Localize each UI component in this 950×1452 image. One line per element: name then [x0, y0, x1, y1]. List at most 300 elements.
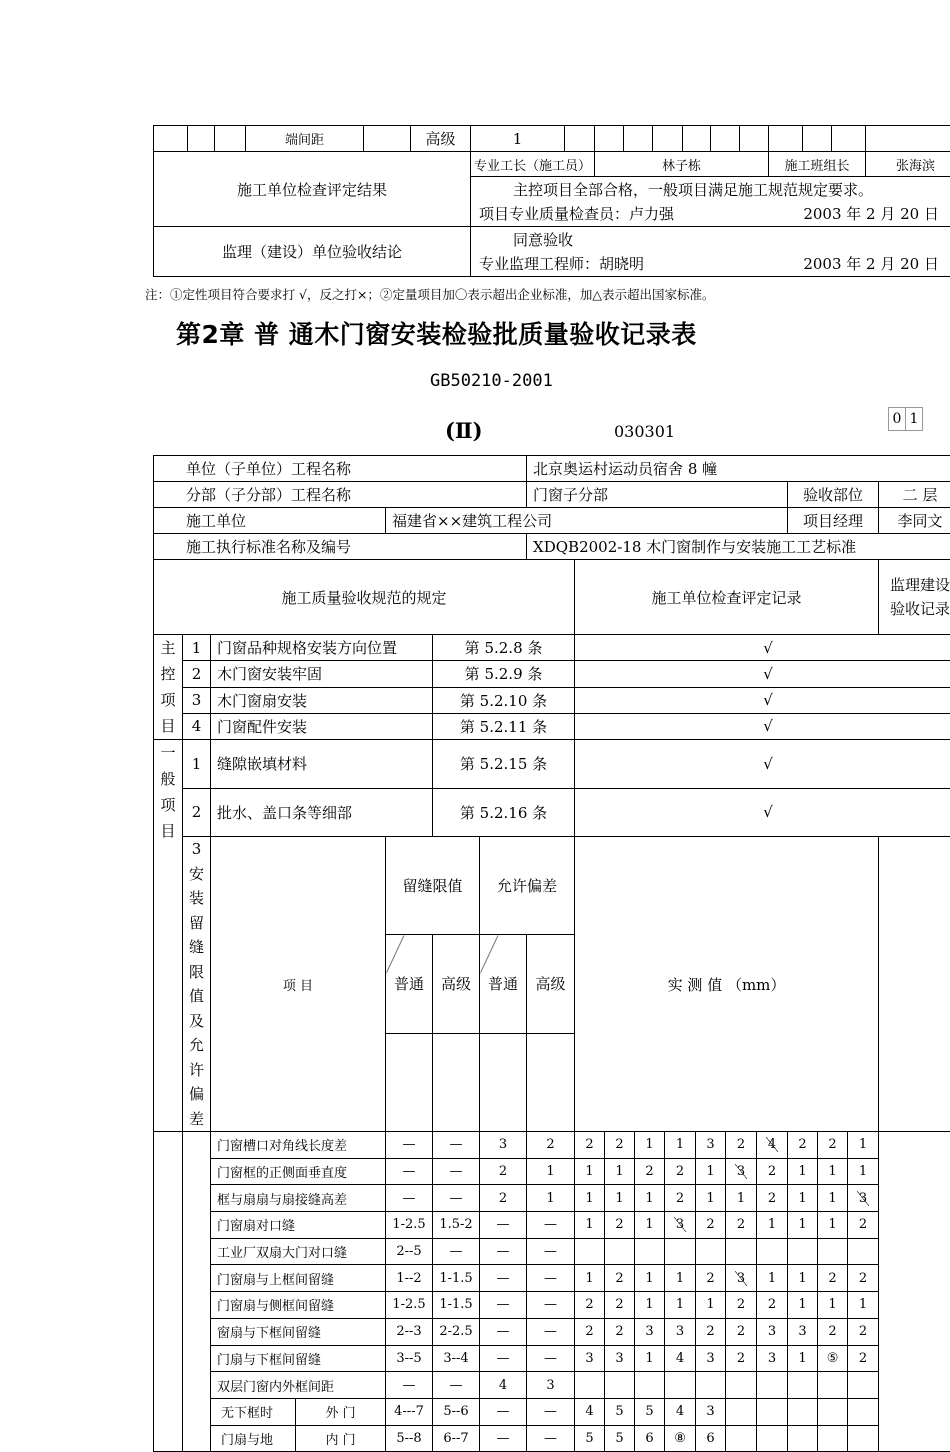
measured-value: 4: [575, 1398, 605, 1425]
spec-heading: 施工质量验收规范的规定: [154, 560, 575, 635]
exceeds-national-mark: 4: [766, 1137, 778, 1152]
supervisor: 专业监理工程师：胡晓明: [479, 255, 644, 273]
measurement-row: [154, 1292, 950, 1319]
tol-high: 3: [527, 1372, 575, 1399]
tol-high: —: [527, 1238, 575, 1265]
record-heading: 施工单位检查评定记录: [575, 560, 879, 635]
measured-value: 1: [575, 1212, 605, 1239]
measured-value: 1: [788, 1185, 818, 1212]
measure-item-name: 门窗框的正侧面垂直度: [211, 1158, 386, 1185]
exceeds-national-mark: 3: [735, 1271, 747, 1286]
gap-high: 1.5-2: [433, 1212, 480, 1239]
item-name: 木门窗安装牢固: [211, 661, 433, 687]
measured-value: 1: [818, 1158, 848, 1185]
measurement-row: [154, 1132, 950, 1159]
tol-high: —: [527, 1292, 575, 1319]
measured-value: [848, 1398, 879, 1425]
measured-value: [635, 1372, 665, 1399]
measured-value: [605, 1372, 635, 1399]
measured-value: 3: [605, 1345, 635, 1372]
foreman-label: 专业工长（施工员）: [471, 152, 595, 177]
general-label: 一般项目: [154, 740, 183, 1132]
item-check: √: [575, 635, 950, 661]
tol-normal: —: [480, 1318, 527, 1345]
measured-value: 1: [696, 1292, 726, 1319]
item-name: 木门窗扇安装: [211, 687, 433, 713]
project-value: 北京奥运村运动员宿舍 8 幢: [527, 456, 950, 482]
cell: [364, 126, 411, 152]
item-name: 缝隙嵌填材料: [211, 740, 433, 789]
measured-value: 1: [605, 1185, 635, 1212]
measured-value: 2: [605, 1265, 635, 1292]
gap-normal: 2--3: [386, 1318, 433, 1345]
gap-normal: 3--5: [386, 1345, 433, 1372]
measured-value: [726, 1238, 757, 1265]
measured-value: [665, 1372, 696, 1399]
measured-value: 2: [635, 1158, 665, 1185]
measured-value: [726, 1398, 757, 1425]
measured-value: 2: [696, 1318, 726, 1345]
tol-normal: —: [480, 1212, 527, 1239]
division-label: 分部（子分部）工程名称: [154, 482, 527, 508]
gap-high: —: [433, 1238, 480, 1265]
inspection-record-table: [153, 455, 950, 1132]
construction-result-label: 施工单位检查评定结果: [154, 152, 471, 227]
item-clause: 第 5.2.11 条: [433, 713, 575, 739]
measured-value: 1: [575, 1185, 605, 1212]
measured-value: 2: [757, 1158, 788, 1185]
acceptance-part-label: 验收部位: [788, 482, 879, 508]
tol-normal: —: [480, 1425, 527, 1452]
gap-limit-heading: 留缝限值: [386, 837, 480, 935]
measured-value: 1: [818, 1212, 848, 1239]
measured-value: 1: [635, 1132, 665, 1159]
gap-high: 6--7: [433, 1425, 480, 1452]
supervisor-line: [471, 252, 950, 277]
item-check: √: [575, 740, 950, 789]
grade-label: 高级: [411, 126, 471, 152]
cell: [653, 126, 683, 152]
measured-value: 1: [575, 1158, 605, 1185]
construction-result-text: 主控项目全部合格，一般项目满足施工规范规定要求。: [471, 177, 950, 202]
measured-value: 2: [818, 1265, 848, 1292]
measured-value: [696, 1238, 726, 1265]
gap-normal: —: [386, 1185, 433, 1212]
foreman-name: 林子栋: [595, 152, 769, 177]
previous-section-table: [153, 125, 950, 277]
measured-value: 2: [848, 1212, 879, 1239]
tol-normal: 2: [480, 1158, 527, 1185]
normal-heading-2: [480, 1033, 527, 1131]
unit-label: 施工单位: [154, 508, 386, 534]
measured-value: 3: [788, 1318, 818, 1345]
gap-normal: —: [386, 1132, 433, 1159]
gap-normal: 1-2.5: [386, 1292, 433, 1319]
cell: [215, 126, 246, 152]
measured-value: [757, 1132, 788, 1159]
measured-value: 1: [665, 1292, 696, 1319]
measured-value: 5: [635, 1398, 665, 1425]
measured-value: 5: [575, 1425, 605, 1452]
gap-high: 5--6: [433, 1398, 480, 1425]
cell: [624, 126, 653, 152]
measure-item-name: 窗扇与下框间留缝: [211, 1318, 386, 1345]
cell: [769, 126, 803, 152]
gap-high: —: [433, 1372, 480, 1399]
measured-value: [726, 1372, 757, 1399]
item-check: √: [575, 788, 950, 837]
item-no: 2: [183, 661, 211, 687]
measured-value: 1: [635, 1292, 665, 1319]
measured-value: 1: [696, 1158, 726, 1185]
measured-value: 2: [848, 1345, 879, 1372]
measured-value: 4: [665, 1398, 696, 1425]
measurement-row: [154, 1318, 950, 1345]
measured-value: 2: [696, 1212, 726, 1239]
measured-value: 1: [635, 1212, 665, 1239]
gap-normal: 1-2.5: [386, 1212, 433, 1239]
normal-heading: 普通: [386, 935, 433, 1033]
measured-value: 2: [726, 1132, 757, 1159]
tol-normal: —: [480, 1292, 527, 1319]
standard-value: XDQB2002-18 木门窗制作与安装施工工艺标准: [527, 534, 950, 560]
gap-normal: 4---7: [386, 1398, 433, 1425]
measured-value: [575, 1238, 605, 1265]
division-value: 门窗子分部: [527, 482, 788, 508]
gap-normal: —: [386, 1372, 433, 1399]
item-no: 2: [183, 788, 211, 837]
cell: [711, 126, 740, 152]
measured-value: 1: [575, 1265, 605, 1292]
measurement-row: [154, 1425, 950, 1452]
measured-value: 1: [848, 1158, 879, 1185]
measured-value: 2: [757, 1292, 788, 1319]
high-heading-2: [527, 1033, 575, 1131]
measured-value: 5: [605, 1425, 635, 1452]
measured-value: [605, 1238, 635, 1265]
measured-value: 1: [665, 1265, 696, 1292]
high-heading-2: [433, 1033, 480, 1131]
cell: [740, 126, 769, 152]
page-box-1: 0: [888, 407, 906, 431]
measured-value: 2: [605, 1132, 635, 1159]
item-check: √: [575, 661, 950, 687]
measured-value: 1: [788, 1265, 818, 1292]
measured-value: 3: [665, 1318, 696, 1345]
measurement-table: [153, 1131, 950, 1452]
gap-high: —: [433, 1158, 480, 1185]
row-label: 端间距: [246, 126, 364, 152]
measure-item-name: 门窗扇与上框间留缝: [211, 1265, 386, 1292]
measured-value: 2: [848, 1265, 879, 1292]
measured-value: 1: [848, 1132, 879, 1159]
measured-value: 1: [665, 1132, 696, 1159]
tol-high: 1: [527, 1185, 575, 1212]
item-clause: 第 5.2.10 条: [433, 687, 575, 713]
measured-value: [635, 1238, 665, 1265]
general-label-cont: [154, 1132, 183, 1452]
measured-value: 5: [605, 1398, 635, 1425]
cell: [803, 126, 832, 152]
tol-high: 1: [527, 1158, 575, 1185]
measured-value: ⑧: [665, 1425, 696, 1452]
item-clause: 第 5.2.16 条: [433, 788, 575, 837]
measured-value: 2: [575, 1292, 605, 1319]
gap-high: 2-2.5: [433, 1318, 480, 1345]
measured-value: 1: [635, 1345, 665, 1372]
door-type: 内 门: [296, 1425, 386, 1452]
measured-value: 1: [696, 1185, 726, 1212]
item-clause: 第 5.2.15 条: [433, 740, 575, 789]
measure-item-name: 框与扇扇与扇接缝高差: [211, 1185, 386, 1212]
page-title: 第2章 普 通木门窗安装检验批质量验收记录表: [176, 315, 697, 351]
measured-value: [818, 1238, 848, 1265]
tol-high: —: [527, 1425, 575, 1452]
measured-value: [665, 1212, 696, 1239]
measured-value: [575, 1372, 605, 1399]
measured-value: [788, 1372, 818, 1399]
tol-high: 2: [527, 1132, 575, 1159]
measured-value: 2: [818, 1132, 848, 1159]
tol-normal: —: [480, 1265, 527, 1292]
measurement-row: [154, 1185, 950, 1212]
measure-item-name: 双层门窗内外框间距: [211, 1372, 386, 1399]
empty-supervision-cell: [879, 837, 950, 1132]
measured-value: 2: [575, 1132, 605, 1159]
measured-value: 1: [818, 1185, 848, 1212]
main-control-label: 主控项目: [154, 635, 183, 740]
measured-value: [788, 1398, 818, 1425]
measure-item-name: 门窗扇对口缝: [211, 1212, 386, 1239]
measured-value: 2: [605, 1292, 635, 1319]
supervisor-date: 2003 年 2 月 20 日: [803, 253, 950, 274]
tolerance-heading: 允许偏差: [480, 837, 575, 935]
measurement-row: [154, 1212, 950, 1239]
gap-high: —: [433, 1185, 480, 1212]
supervision-label: 监理（建设）单位验收结论: [154, 227, 471, 277]
measured-value: 6: [696, 1425, 726, 1452]
measured-value: [726, 1158, 757, 1185]
measured-value: 1: [605, 1158, 635, 1185]
tol-high: —: [527, 1265, 575, 1292]
tol-high: —: [527, 1212, 575, 1239]
tol-normal: 2: [480, 1185, 527, 1212]
measured-value: 1: [818, 1292, 848, 1319]
measured-value: [665, 1238, 696, 1265]
measured-value: 2: [726, 1345, 757, 1372]
measurement-rows: [154, 1132, 950, 1452]
measured-value: 1: [788, 1292, 818, 1319]
measured-value: [726, 1265, 757, 1292]
item-name: 门窗品种规格安装方向位置: [211, 635, 433, 661]
gap-high: 1-1.5: [433, 1292, 480, 1319]
measured-value: 2: [696, 1265, 726, 1292]
measure-item-name: 门扇与下框间留缝: [211, 1345, 386, 1372]
measured-value: 2: [818, 1318, 848, 1345]
measured-value: 2: [575, 1318, 605, 1345]
cell: [154, 126, 188, 152]
cell: [565, 126, 595, 152]
tol-normal: —: [480, 1398, 527, 1425]
gap-high: —: [433, 1132, 480, 1159]
inspector: 项目专业质量检查员：卢力强: [479, 205, 674, 223]
measured-value: 6: [635, 1425, 665, 1452]
measured-value: [788, 1238, 818, 1265]
team-leader-label: 施工班组长: [769, 152, 866, 177]
high-heading: 高级: [433, 935, 480, 1033]
measured-value: 4: [665, 1345, 696, 1372]
standard-code: GB50210-2001: [430, 371, 553, 391]
measured-value: 1: [726, 1185, 757, 1212]
measured-value: [818, 1398, 848, 1425]
supervision-cont: [879, 1132, 950, 1452]
measured-value: [757, 1238, 788, 1265]
measurement-row: [154, 1238, 950, 1265]
no-frame-label: 门扇与地: [211, 1425, 296, 1452]
item-no: 1: [183, 740, 211, 789]
measured-value: 1: [788, 1212, 818, 1239]
no-frame-label: 无下框时: [211, 1398, 296, 1425]
cell: [832, 126, 866, 152]
measured-value: 2: [665, 1158, 696, 1185]
measurement-row: [154, 1372, 950, 1399]
measured-value: 3: [696, 1398, 726, 1425]
gap-high: 3--4: [433, 1345, 480, 1372]
team-leader-name: 张海滨: [866, 152, 950, 177]
measured-value: [848, 1238, 879, 1265]
measure-item-name: 工业厂双扇大门对口缝: [211, 1238, 386, 1265]
item-no: 4: [183, 713, 211, 739]
gap-normal: 1--2: [386, 1265, 433, 1292]
inspector-line: [471, 202, 950, 227]
measured-value: 1: [757, 1212, 788, 1239]
tol-high: —: [527, 1398, 575, 1425]
tol-normal: 3: [480, 1132, 527, 1159]
measured-value: 2: [788, 1132, 818, 1159]
measured-value: 2: [605, 1212, 635, 1239]
cell: [866, 126, 950, 152]
measured-value: 3: [696, 1345, 726, 1372]
tol-high: —: [527, 1345, 575, 1372]
measured-value: 3: [696, 1132, 726, 1159]
item3-label-cont: [183, 1132, 211, 1452]
item-name: 门窗配件安装: [211, 713, 433, 739]
measured-value: [818, 1425, 848, 1452]
tol-normal: —: [480, 1238, 527, 1265]
measured-value: 2: [726, 1292, 757, 1319]
measured-value: 1: [848, 1292, 879, 1319]
measured-value: [848, 1372, 879, 1399]
item-no: 1: [183, 635, 211, 661]
grade-value: 1: [471, 126, 565, 152]
item-check: √: [575, 713, 950, 739]
measured-value: 1: [788, 1345, 818, 1372]
manager-label: 项目经理: [788, 508, 879, 534]
gap-normal: —: [386, 1158, 433, 1185]
inspector-date: 2003 年 2 月 20 日: [803, 203, 950, 224]
high-heading: 高级: [527, 935, 575, 1033]
item3-label: 3安装留缝限值及允许偏差: [183, 837, 211, 1132]
measured-value: [788, 1425, 818, 1452]
item-col-heading: 项 目: [211, 837, 386, 1132]
exceeds-national-mark: 3: [857, 1191, 869, 1206]
normal-heading: 普通: [480, 935, 527, 1033]
tol-normal: —: [480, 1345, 527, 1372]
roman-numeral: (Ⅱ): [445, 418, 483, 443]
measured-heading: 实 测 值 （mm）: [575, 837, 879, 1132]
item-clause: 第 5.2.8 条: [433, 635, 575, 661]
measured-value: 2: [605, 1318, 635, 1345]
measured-value: 2: [726, 1212, 757, 1239]
measurement-row: [154, 1158, 950, 1185]
item-name: 批水、盖口条等细部: [211, 788, 433, 837]
tol-high: —: [527, 1318, 575, 1345]
item-check: √: [575, 687, 950, 713]
measured-value: [757, 1372, 788, 1399]
measured-value: ⑤: [818, 1345, 848, 1372]
cell: [188, 126, 215, 152]
exceeds-national-mark: 3: [674, 1217, 686, 1232]
form-code: 030301: [614, 422, 675, 441]
normal-heading-2: [386, 1033, 433, 1131]
measured-value: 1: [635, 1185, 665, 1212]
item-no: 3: [183, 687, 211, 713]
measurement-row: [154, 1398, 950, 1425]
measured-value: 3: [635, 1318, 665, 1345]
measured-value: 1: [635, 1265, 665, 1292]
manager-value: 李同文: [879, 508, 950, 534]
measured-value: 1: [757, 1265, 788, 1292]
cell: [683, 126, 711, 152]
supervision-heading: 监理建设验收记录: [879, 560, 950, 635]
measured-value: 3: [757, 1345, 788, 1372]
cell: [595, 126, 624, 152]
item-clause: 第 5.2.9 条: [433, 661, 575, 687]
measured-value: [696, 1372, 726, 1399]
measure-item-name: 门窗槽口对角线长度差: [211, 1132, 386, 1159]
acceptance-part-value: 二 层: [879, 482, 950, 508]
standard-label: 施工执行标准名称及编号: [154, 534, 527, 560]
measured-value: [757, 1398, 788, 1425]
unit-value: 福建省××建筑工程公司: [386, 508, 788, 534]
gap-normal: 5--8: [386, 1425, 433, 1452]
measurement-row: [154, 1265, 950, 1292]
measure-item-name: 门窗扇与侧框间留缝: [211, 1292, 386, 1319]
gap-normal: 2--5: [386, 1238, 433, 1265]
measured-value: [818, 1372, 848, 1399]
measured-value: [757, 1425, 788, 1452]
gap-high: 1-1.5: [433, 1265, 480, 1292]
footnote: 注：①定性项目符合要求打 √，反之打×；②定量项目加〇表示超出企业标准，加△表示超出国家标准。: [145, 285, 715, 303]
measured-value: 2: [848, 1318, 879, 1345]
exceeds-national-mark: 3: [735, 1164, 747, 1179]
measured-value: 2: [665, 1185, 696, 1212]
supervision-text: 同意验收: [471, 227, 950, 252]
tol-normal: 4: [480, 1372, 527, 1399]
measured-value: 3: [575, 1345, 605, 1372]
project-label: 单位（子单位）工程名称: [154, 456, 527, 482]
measured-value: 1: [788, 1158, 818, 1185]
measured-value: 2: [757, 1185, 788, 1212]
measured-value: [848, 1425, 879, 1452]
measurement-row: [154, 1345, 950, 1372]
door-type: 外 门: [296, 1398, 386, 1425]
measured-value: 2: [726, 1318, 757, 1345]
measured-value: 3: [757, 1318, 788, 1345]
measured-value: [726, 1425, 757, 1452]
page-box-2: 1: [905, 407, 923, 431]
measured-value: [848, 1185, 879, 1212]
